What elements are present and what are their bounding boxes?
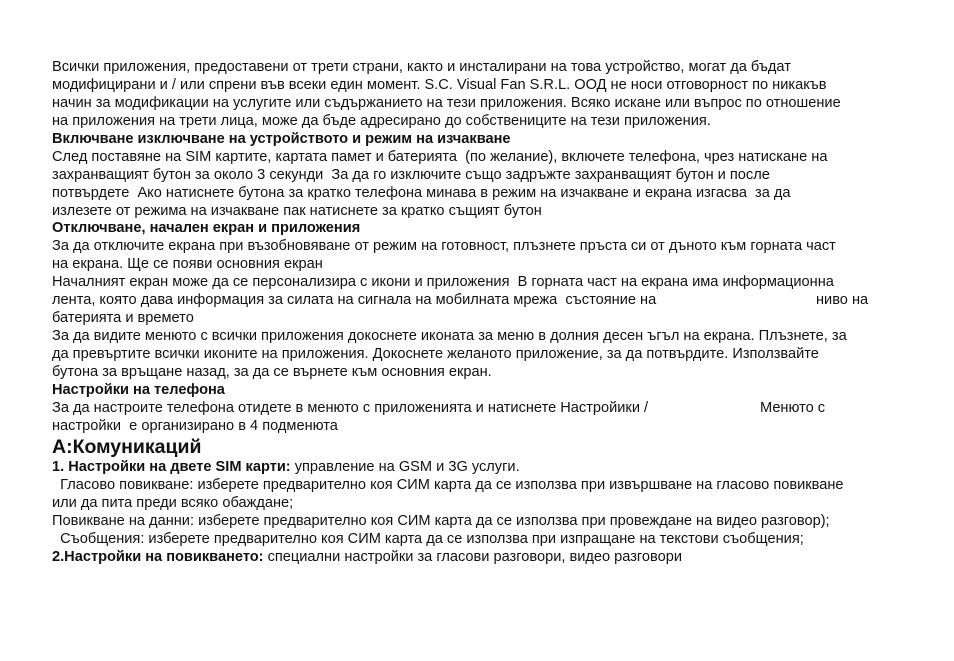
- power-line-2: захранващият бутон за около 3 секунди За да го изключите също задръжте захранващият бутон и после: [52, 167, 770, 183]
- comm-item-2-label: 2.Настройки на повикването:: [52, 549, 264, 565]
- intro-line-3: начин за модификации на услугите или съдържанието на тези приложения. Всяко искане или въпрос по отношение: [52, 95, 841, 111]
- comm-voice-line-2: или да пита преди всяко обаждане;: [52, 495, 294, 511]
- comm-item-1-text: управление на GSM и 3G услуги.: [290, 459, 520, 475]
- unlock-line-6: За да видите менюто с всички приложения докоснете иконата за меню в долния десен ъгъл на екрана. Плъзнете, за: [52, 328, 847, 344]
- intro-line-2: модифицирани и / или спрени във всеки един момент. S.C. Visual Fan S.R.L. ООД не носи отговорност по никакъв: [52, 77, 827, 93]
- comm-item-2: [52, 549, 682, 566]
- comm-item-1-label: 1. Настройки на двете SIM карти:: [52, 459, 291, 475]
- unlock-line-3: Началният екран може да се персонализира с икони и приложения В горната част на екрана има информационна: [52, 274, 834, 290]
- comm-data-call: Повикване на данни: изберете предварително коя СИМ карта да се използва при провеждане на видео разговор);: [52, 513, 830, 529]
- settings-line-2: настройки е организирано в 4 подменюта: [52, 418, 338, 434]
- intro-line-1: Всички приложения, предоставени от трети страни, както и инсталирани на това устройство, могат да бъдат: [52, 59, 791, 75]
- power-line-1: След поставяне на SIM картите, картата памет и батерията (по желание), включете телефона, чрез натискане на: [52, 149, 828, 165]
- unlock-line-8: бутона за връщане назад, за да се върнете към основния екран.: [52, 364, 492, 380]
- settings-line-1a: За да настроите телефона отидете в менюто с приложенията и натиснете Настройики /: [52, 400, 649, 416]
- unlock-line-5: батерията и времето: [52, 310, 194, 326]
- unlock-line-1: За да отключите екрана при възобновяване от режим на готовност, плъзнете пръста си от дъното към горната част: [52, 238, 836, 254]
- settings-heading: Настройки на телефона: [52, 382, 225, 398]
- comm-item-2-text: специални настройки за гласови разговори, видео разговори: [263, 549, 683, 565]
- power-line-3: потвърдете Ако натиснете бутона за кратко телефона минава в режим на изчакване и екрана изгасва за да: [52, 185, 791, 201]
- unlock-line-2: на екрана. Ще се появи основния екран: [52, 256, 323, 272]
- power-heading: Включване изключване на устройството и режим на изчакване: [52, 131, 511, 147]
- unlock-heading: Отключване, начален екран и приложения: [52, 220, 361, 236]
- comm-voice-line-1: Гласово повикване: изберете предварително коя СИМ карта да се използва при извършване на гласово повикване: [52, 477, 844, 493]
- power-line-4: излезете от режима на изчакване пак натиснете за кратко същият бутон: [52, 203, 542, 219]
- unlock-line-7: да превъртите всички иконите на приложения. Докоснете желаното приложение, за да потвърдите. Използвайте: [52, 346, 819, 362]
- unlock-line-4a: лента, която дава информация за силата на сигнала на мобилната мрежа състояние на: [52, 292, 657, 308]
- comm-item-1: [52, 459, 520, 476]
- intro-line-4: на приложения на трети лица, може да бъде адресирано до собствениците на тези приложения.: [52, 113, 711, 129]
- comm-messages: Съобщения: изберете предварително коя СИМ карта да се използва при изпращане на текстови съобщения;: [52, 531, 804, 547]
- comm-heading: А:Комуникаций: [52, 436, 202, 458]
- settings-line-1b: Менюто с: [760, 400, 826, 416]
- unlock-line-4b: ниво на: [816, 292, 869, 308]
